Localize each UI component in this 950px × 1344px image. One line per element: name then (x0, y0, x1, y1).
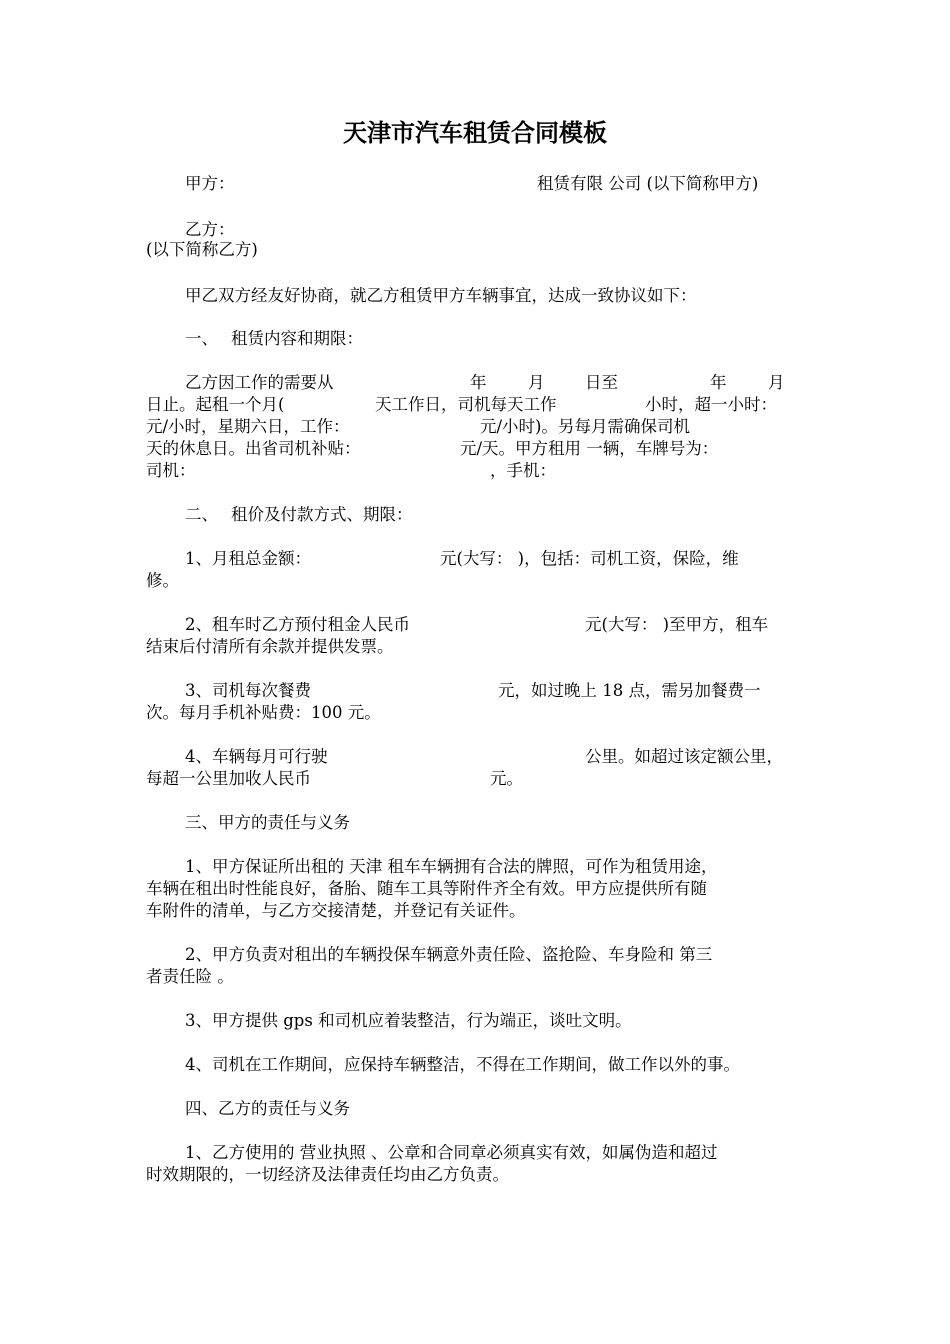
s2-item2: 2、租车时乙方预付租金人民币 (185, 615, 410, 634)
s2-item3: 次。每月手机补贴费：100 元。 (146, 703, 381, 722)
s3-item4: 4、司机在工作期间，应保持车辆整洁，不得在工作期间，做工作以外的事。 (185, 1055, 740, 1074)
section1-number: 一、 (185, 329, 218, 348)
section2-number: 二、 (185, 505, 218, 524)
s2-item4: 元。 (490, 769, 523, 788)
section1-heading: 租赁内容和期限： (231, 329, 363, 348)
s1-text: 司机： (146, 461, 196, 480)
party-a-label: 甲方： (185, 174, 235, 193)
s1-text: 元/小时)。另每月需确保司机 (480, 417, 690, 436)
s1-text: 天工作日，司机每天工作 (375, 395, 557, 414)
s1-text: 天的休息日。出省司机补贴： (146, 439, 361, 458)
s2-item4: 4、车辆每月可行驶 (185, 747, 328, 766)
s2-item1: 1、月租总金额： (185, 549, 311, 568)
s1-text: 元/天。甲方租用 一辆，车牌号为： (460, 439, 719, 458)
party-b-label: 乙方： (185, 220, 235, 239)
s4-item1: 1、乙方使用的 营业执照 、公章和合同章必须真实有效，如属伪造和超过 (185, 1143, 718, 1162)
s2-item1: 元(大写： )，包括：司机工资，保险，维 (440, 549, 739, 568)
s2-item3: 元，如过晚上 18 点，需另加餐费一 (498, 681, 761, 700)
s1-text: ，手机： (490, 461, 556, 480)
section3-heading: 三、甲方的责任与义务 (185, 813, 350, 832)
document-title: 天津市汽车租赁合同模板 (343, 118, 607, 147)
section2-heading: 租价及付款方式、期限： (231, 505, 413, 524)
s1-text: 元/小时，星期六日，工作： (146, 417, 350, 436)
s2-item4: 每超一公里加收人民币 (146, 769, 311, 788)
s1-text: 年 (470, 373, 487, 392)
s3-item2: 者责任险 。 (146, 967, 234, 986)
s3-item1: 车辆在租出时性能良好，备胎、随车工具等附件齐全有效。甲方应提供所有随 (146, 879, 707, 898)
s2-item2: 元(大写： )至甲方，租车 (585, 615, 769, 634)
s1-text: 日至 (585, 373, 618, 392)
s2-item1: 修。 (146, 571, 179, 590)
party-a-company: 租赁有限 公司 (以下简称甲方) (537, 174, 759, 193)
s4-item1: 时效期限的，一切经济及法律责任均由乙方负责。 (146, 1165, 509, 1184)
s1-text: 月 (768, 373, 785, 392)
intro-paragraph: 甲乙双方经友好协商，就乙方租赁甲方车辆事宜，达成一致协议如下： (185, 286, 697, 305)
s2-item3: 3、司机每次餐费 (185, 681, 311, 700)
s1-text: 乙方因工作的需要从 (185, 373, 334, 392)
party-b-note: (以下简称乙方) (146, 240, 258, 259)
section4-heading: 四、乙方的责任与义务 (185, 1099, 350, 1118)
s1-text: 年 (710, 373, 727, 392)
s1-text: 月 (528, 373, 545, 392)
s3-item1: 车附件的清单，与乙方交接清楚，并登记有关证件。 (146, 901, 526, 920)
s2-item4: 公里。如超过该定额公里， (585, 747, 783, 766)
s3-item2: 2、甲方负责对租出的车辆投保车辆意外责任险、盗抢险、车身险和 第三 (185, 945, 713, 964)
s2-item2: 结束后付清所有余款并提供发票。 (146, 637, 394, 656)
s3-item3: 3、甲方提供 gps 和司机应着装整洁，行为端正，谈吐文明。 (185, 1011, 632, 1030)
s1-text: 日止。起租一个月( (146, 395, 285, 414)
s1-text: 小时，超一小时： (645, 395, 777, 414)
s3-item1: 1、甲方保证所出租的 天津 租车车辆拥有合法的牌照，可作为租赁用途， (185, 857, 718, 876)
